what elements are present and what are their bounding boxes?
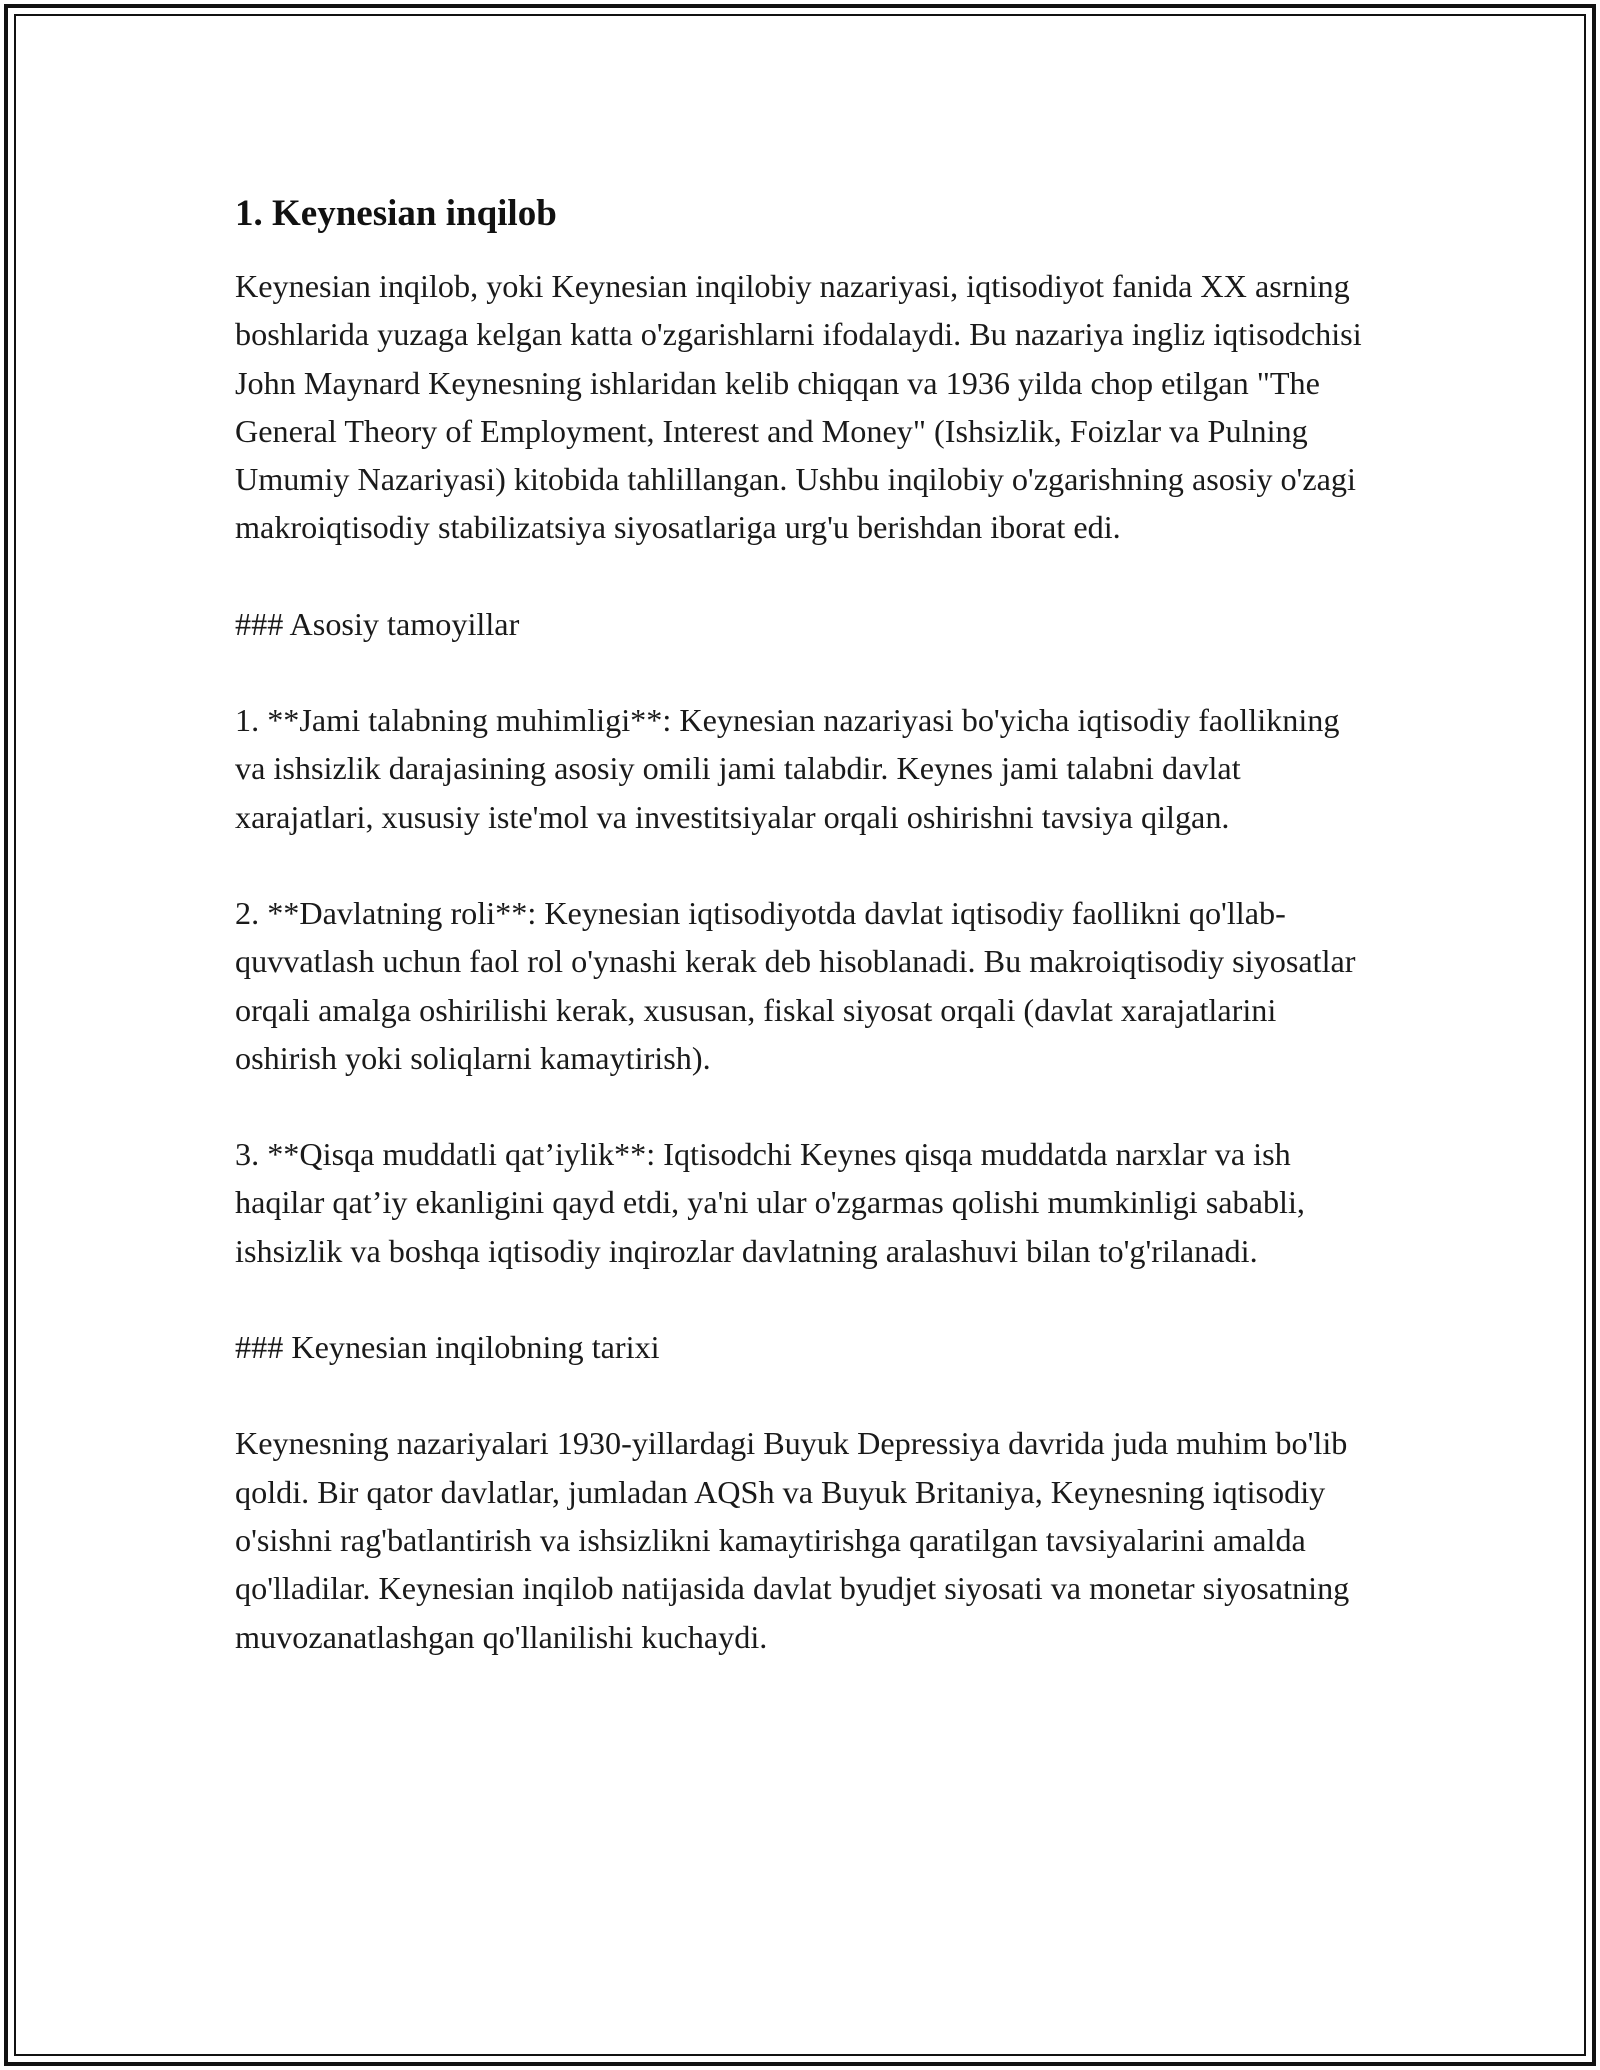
document-body [235,188,1375,1709]
subheading-principles: ### Asosiy tamoyillar [235,605,520,642]
subheading-history: ### Keynesian inqilobning tarixi [235,1329,660,1366]
principle-item-1: 1. **Jami talabning muhimligi**: Keynesian nazariyasi bo'yicha iqtisodiy faollikning va ishsizlik darajasining asosiy omili jami talabdir. Keynes jami talabni davlat xarajatlari, xususiy iste'mol va investitsiyalar orqali oshirishni tavsiya qilgan. [235,702,1340,835]
intro-paragraph: Keynesian inqilob, yoki Keynesian inqilobiy nazariyasi, iqtisodiyot fanida XX asrning boshlarida yuzaga kelgan katta o'zgarishlarni ifodalaydi. Bu nazariya ingliz iqtisodchisi John Maynard Keynesning ishlaridan kelib chiqqan va 1936 yilda chop etilgan "The General Theory of Employment, Interest and Money" (Ishsizlik, Foizlar va Pulning Umumiy Nazariyasi) kitobida tahlillangan. Ushbu inqilobiy o'zgarishning asosiy o'zagi makroiqtisodiy stabilizatsiya siyosatlariga urg'u berishdan iborat edi. [235,268,1362,546]
principle-item-2: 2. **Davlatning roli**: Keynesian iqtisodiyotda davlat iqtisodiy faollikni qo'llab-quvvatlash uchun faol rol o'ynashi kerak deb hisoblanadi. Bu makroiqtisodiy siyosatlar orqali amalga oshirilishi kerak, xususan, fiskal siyosat orqali (davlat xarajatlarini oshirish yoki soliqlarni kamaytirish). [235,894,1356,1076]
history-paragraph: Keynesning nazariyalari 1930-yillardagi Buyuk Depressiya davrida juda muhim bo'lib qoldi. Bir qator davlatlar, jumladan AQSh va Buyuk Britaniya, Keynesning iqtisodiy o'sishni rag'batlantirish va ishsizlikni kamaytirishga qaratilgan tavsiyalarini amalda qo'lladilar. Keynesian inqilob natijasida davlat byudjet siyosati va monetar siyosatning muvozanatlashgan qo'llanilishi kuchaydi. [235,1425,1350,1655]
section-heading: 1. Keynesian inqilob [235,193,557,234]
principle-item-3: 3. **Qisqa muddatli qat’iylik**: Iqtisodchi Keynes qisqa muddatda narxlar va ish haqilar qat’iy ekanligini qayd etdi, ya'ni ular o'zgarmas qolishi mumkinligi sababli, ishsizlik va boshqa iqtisodiy inqirozlar davlatning aralashuvi bilan to'g'rilanadi. [235,1136,1305,1269]
